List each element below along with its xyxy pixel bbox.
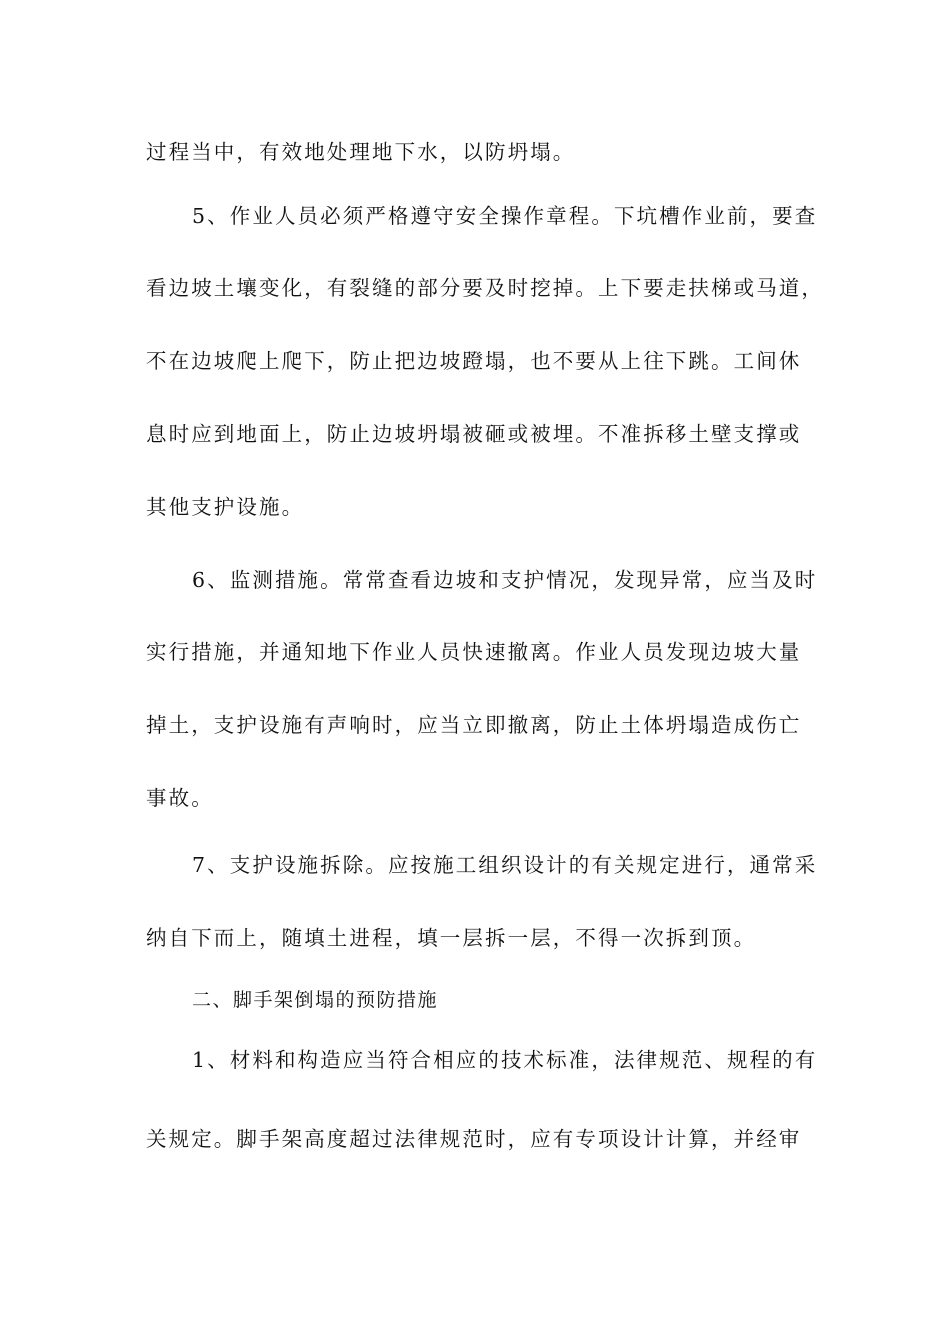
paragraph-1-line-2: 关规定。脚手架高度超过法律规范时，应有专项设计计算，并经审 (146, 1127, 802, 1151)
paragraph-6-line-1: 6、监测措施。常常查看边坡和支护情况，发现异常，应当及时 (192, 568, 818, 592)
paragraph-5-line-5: 其他支护设施。 (146, 495, 305, 519)
paragraph-5-line-1: 5、作业人员必须严格遵守安全操作章程。下坑槽作业前，要查 (192, 204, 818, 228)
paragraph-6-line-3: 掉土，支护设施有声响时，应当立即撤离，防止土体坍塌造成伤亡 (146, 713, 802, 737)
paragraph-7-line-1: 7、支护设施拆除。应按施工组织设计的有关规定进行，通常采 (192, 853, 818, 877)
paragraph-5-line-2: 看边坡土壤变化，有裂缝的部分要及时挖掉。上下要走扶梯或马道， (146, 276, 824, 300)
paragraph-7-line-2: 纳自下而上，随填土进程，填一层拆一层，不得一次拆到顶。 (146, 926, 757, 950)
paragraph-5-line-4: 息时应到地面上，防止边坡坍塌被砸或被埋。不准拆移土壁支撑或 (146, 422, 802, 446)
paragraph-6-line-4: 事故。 (146, 786, 214, 810)
text-line-1: 过程当中，有效地处理地下水，以防坍塌。 (146, 140, 576, 164)
section-heading: 二、脚手架倒塌的预防措施 (192, 989, 439, 1011)
paragraph-6-line-2: 实行措施，并通知地下作业人员快速撤离。作业人员发现边坡大量 (146, 640, 802, 664)
paragraph-1-line-1: 1、材料和构造应当符合相应的技术标准，法律规范、规程的有 (192, 1048, 818, 1072)
paragraph-5-line-3: 不在边坡爬上爬下，防止把边坡蹬塌，也不要从上往下跳。工间休 (146, 349, 802, 373)
